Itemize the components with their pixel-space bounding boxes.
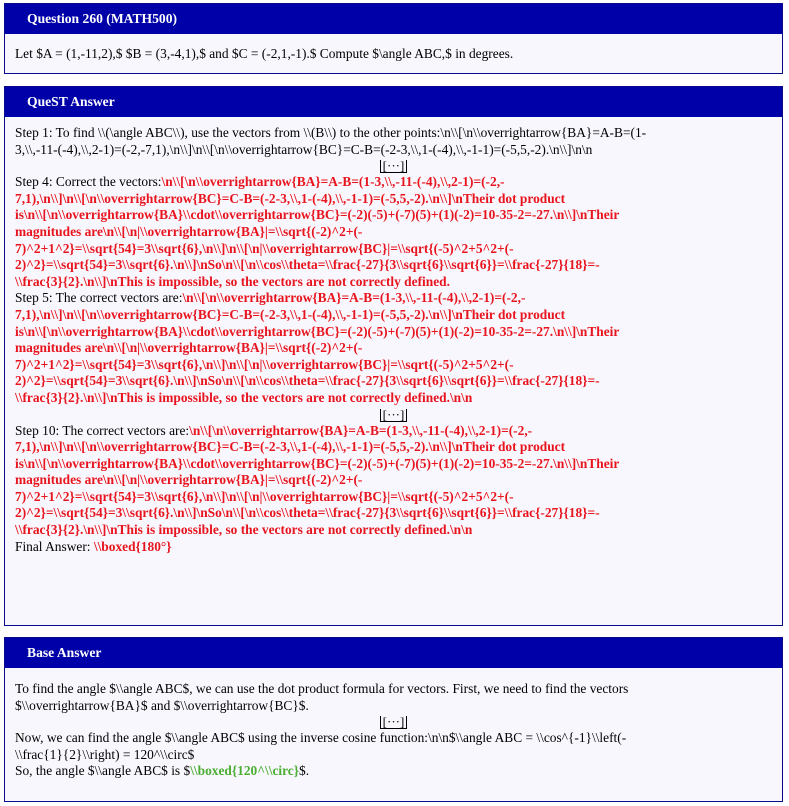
plain-text: Step 5: The correct vectors are: (15, 290, 183, 306)
quest-line (15, 423, 772, 440)
plain-text: 3,\\,-11-(-4),\\,2-1)=(-2,-7,1),\n\\]\n\\[\n\\overrightarrow{BC}=C-B=(-2-3,\\,1-(-4),\\,-1-1)=(-5,5,-2).\n\\]\n\n (15, 141, 593, 157)
quest-line (15, 324, 772, 341)
highlighted-text: \n\\[\n\\overrightarrow{BA}=A-B=(1-3,\\,-11-(-4),\\,2-1)=(-2,- (182, 290, 526, 306)
base-line: Now, we can find the angle $\\angle ABC$ using the inverse cosine function:\n\n$\\angle ABC = \\cos^{-1}\\left(- (15, 730, 627, 746)
highlighted-text: is\n\\[\n\\overrightarrow{BA}\\cdot\\overrightarrow{BC}=(-2)(-5)+(-7)(5)+(1)(-2)=10-35-2=-27.\n\\]\nTheir (15, 207, 620, 223)
highlighted-text: 7)^2+1^2}=\\sqrt{54}=3\\sqrt{6},\n\\]\n\\[\n|\\overrightarrow{BC}|=\\sqrt{(-5)^2+5^2+(- (15, 356, 514, 372)
ellipsis-marker: [···] (15, 714, 772, 730)
plain-text: Final Answer: (15, 538, 94, 554)
quest-line (15, 456, 772, 473)
quest-answer-body (5, 117, 782, 557)
quest-answer-box (4, 86, 783, 626)
highlighted-text: \\frac{3}{2}.\n\\]\nThis is impossible, so the vectors are not correctly defined. (15, 273, 450, 289)
quest-line (15, 207, 772, 224)
highlighted-text: 7,1),\n\\]\n\\[\n\\overrightarrow{BC}=C-B=(-2-3,\\,1-(-4),\\,-1-1)=(-5,5,-2).\n\\]\nTheir dot product (15, 306, 566, 322)
quest-line (15, 142, 772, 159)
quest-line (15, 539, 772, 556)
base-final-line: So, the angle $\\angle ABC$ is $\\boxed{120^\\circ}$. (15, 763, 310, 779)
quest-line (15, 472, 772, 489)
highlighted-text: 7,1),\n\\]\n\\[\n\\overrightarrow{BC}=C-B=(-2-3,\\,1-(-4),\\,-1-1)=(-5,5,-2).\n\\]\nTheir dot product (15, 190, 566, 206)
quest-line (15, 174, 772, 191)
plain-text: Step 4: Correct the vectors: (15, 174, 162, 190)
ellipsis-marker: [···] (15, 158, 772, 174)
quest-line (15, 307, 772, 324)
quest-line (15, 373, 772, 390)
highlighted-text: 7)^2+1^2}=\\sqrt{54}=3\\sqrt{6},\n\\]\n\\[\n|\\overrightarrow{BC}|=\\sqrt{(-5)^2+5^2+(- (15, 488, 514, 504)
quest-line (15, 439, 772, 456)
highlighted-text: \\frac{3}{2}.\n\\]\nThis is impossible, so the vectors are not correctly defined.\n\n (15, 389, 473, 405)
quest-line (15, 191, 772, 208)
question-header: Question 260 (MATH500) (5, 4, 782, 34)
plain-text: Step 1: To find \\(\angle ABC\\), use the vectors from \\(B\\) to the other points:\n\\[\n\\overrightarrow{BA}=A-B=(1- (15, 125, 647, 140)
highlighted-text: 2)^2}=\\sqrt{54}=3\\sqrt{6}.\n\\]\nSo\n\\[\n\\cos\\theta=\\frac{-27}{3\\sqrt{6}\\sqrt{6}}=\\frac{-27}{18}=- (15, 257, 600, 273)
quest-line (15, 290, 772, 307)
quest-line (15, 390, 772, 407)
base-answer-box (4, 637, 783, 802)
highlighted-text: 2)^2}=\\sqrt{54}=3\\sqrt{6}.\n\\]\nSo\n\\[\n\\cos\\theta=\\frac{-27}{3\\sqrt{6}\\sqrt{6}}=\\frac{-27}{18}=- (15, 505, 600, 521)
quest-line (15, 357, 772, 374)
base-line: \\frac{1}{2}\\right) = 120^\\circ$ (15, 746, 195, 762)
highlighted-text: \n\\[\n\\overrightarrow{BA}=A-B=(1-3,\\,-11-(-4),\\,2-1)=(-2,- (189, 422, 533, 438)
quest-line (15, 274, 772, 291)
quest-line (15, 489, 772, 506)
quest-line (15, 224, 772, 241)
base-line: To find the angle $\\angle ABC$, we can use the dot product formula for vectors. First, we need to find the vectors (15, 681, 629, 696)
question-box (4, 3, 783, 74)
base-line: $\\overrightarrow{BA}$ and $\\overrightarrow{BC}$. (15, 697, 309, 713)
quest-line (15, 340, 772, 357)
highlighted-text: 2)^2}=\\sqrt{54}=3\\sqrt{6}.\n\\]\nSo\n\\[\n\\cos\\theta=\\frac{-27}{3\\sqrt{6}\\sqrt{6}}=\\frac{-27}{18}=- (15, 373, 600, 389)
quest-line (15, 505, 772, 522)
quest-line (15, 125, 772, 142)
question-text: Let $A = (1,-11,2),$ $B = (3,-4,1),$ and $C = (-2,1,-1).$ Compute $\angle ABC,$ in degrees. (15, 46, 514, 61)
highlighted-text: 7,1),\n\\]\n\\[\n\\overrightarrow{BC}=C-B=(-2-3,\\,1-(-4),\\,-1-1)=(-5,5,-2).\n\\]\nTheir dot product (15, 439, 566, 455)
base-answer-header: Base Answer (5, 638, 782, 668)
quest-line (15, 522, 772, 539)
plain-text: Step 10: The correct vectors are: (15, 422, 190, 438)
quest-line (15, 257, 772, 274)
highlighted-text: magnitudes are\n\\[\n|\\overrightarrow{BA}|=\\sqrt{(-2)^2+(- (15, 472, 363, 488)
highlighted-text: is\n\\[\n\\overrightarrow{BA}\\cdot\\overrightarrow{BC}=(-2)(-5)+(-7)(5)+(1)(-2)=10-35-2=-27.\n\\]\nTheir (15, 455, 620, 471)
highlighted-text: is\n\\[\n\\overrightarrow{BA}\\cdot\\overrightarrow{BC}=(-2)(-5)+(-7)(5)+(1)(-2)=10-35-2=-27.\n\\]\nTheir (15, 323, 620, 339)
quest-line (15, 241, 772, 258)
base-boxed-answer: \\boxed{120^\\circ} (190, 763, 300, 779)
quest-answer-header: QueST Answer (5, 87, 782, 117)
highlighted-text: 7)^2+1^2}=\\sqrt{54}=3\\sqrt{6},\n\\]\n\\[\n|\\overrightarrow{BC}|=\\sqrt{(-5)^2+5^2+(- (15, 240, 514, 256)
highlighted-text: \\boxed{180°} (93, 538, 172, 554)
highlighted-text: magnitudes are\n\\[\n|\\overrightarrow{BA}|=\\sqrt{(-2)^2+(- (15, 223, 363, 239)
highlighted-text: magnitudes are\n\\[\n|\\overrightarrow{BA}|=\\sqrt{(-2)^2+(- (15, 340, 363, 356)
ellipsis-marker: [···] (15, 407, 772, 423)
highlighted-text: \n\\[\n\\overrightarrow{BA}=A-B=(1-3,\\,-11-(-4),\\,2-1)=(-2,- (161, 174, 505, 190)
highlighted-text: \\frac{3}{2}.\n\\]\nThis is impossible, so the vectors are not correctly defined.\n\n (15, 522, 473, 538)
